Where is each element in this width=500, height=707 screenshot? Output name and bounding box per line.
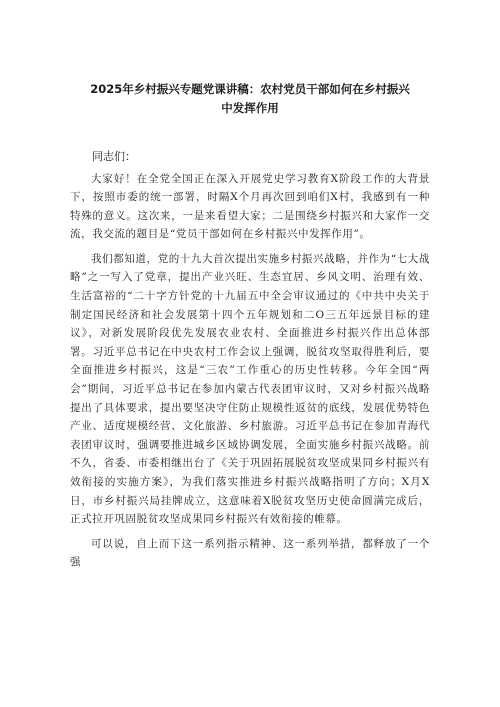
title-line-1: 2025年乡村振兴专题党课讲稿：农村党员干部如何在乡村振兴 — [90, 82, 410, 96]
document-title — [70, 0, 430, 118]
paragraph-3: 可以说，自上而下这一系列指示精神、这一系列举措，都释放了一个强 — [70, 537, 430, 569]
paragraph-1: 大家好！在全党全国正在深入开展党史学习教育X阶段工作的大背景下，按照市委的统一部署，时隔X个月再次回到咱们X村，我感到有一种特殊的意义。这次来，一是来看望大家；二是围绕乡村振兴和大家作一交流，我交流的题目是“党员干部如何在乡村振兴中发挥作用”。 — [70, 172, 430, 241]
title-line-2: 中发挥作用 — [221, 101, 279, 115]
document-body — [70, 148, 430, 572]
paragraph-2: 我们都知道，党的十九大首次提出实施乡村振兴战略，并作为“七大战略”之一写入了党章，提出产业兴旺、生态宜居、乡风文明、治理有效、生活富裕的“二十字方针党的十九届五中全会审议通过的《中共中央关于制定国民经济和社会发展第十四个五年规划和二O三五年远景目标的建议》，对新发展阶段优先发展农业农村、全面推进乡村振兴作出总体部署。习近平总书记在中央农村工作会议上强调，脱贫攻坚取得胜利后，要全面推进乡村振兴，这是“三农”工作重心的历史性转移。今年全国“两会”期间，习近平总书记在参加内蒙古代表团审议时，又对乡村振兴战略提出了具体要求，提出要坚决守住防止规模性返贫的底线，发展优势特色产业、适度规模经营、文化旅游、乡村旅游。习近平总书记在参加青海代表团审议时，强调要推进城乡区域协调发展，全面实施乡村振兴战略。前不久，省委、市委相继出台了《关于巩固拓展脱贫攻坚成果同乡村振兴有效衔接的实施方案》，为我们落实推进乡村振兴战略指明了方向；X月X日，市乡村振兴局挂牌成立，这意味着X脱贫攻坚历史使命圆满完成后，正式拉开巩固脱贫攻坚成果同乡村振兴有效衔接的帷幕。 — [70, 252, 430, 526]
salutation: 同志们： — [92, 150, 136, 163]
